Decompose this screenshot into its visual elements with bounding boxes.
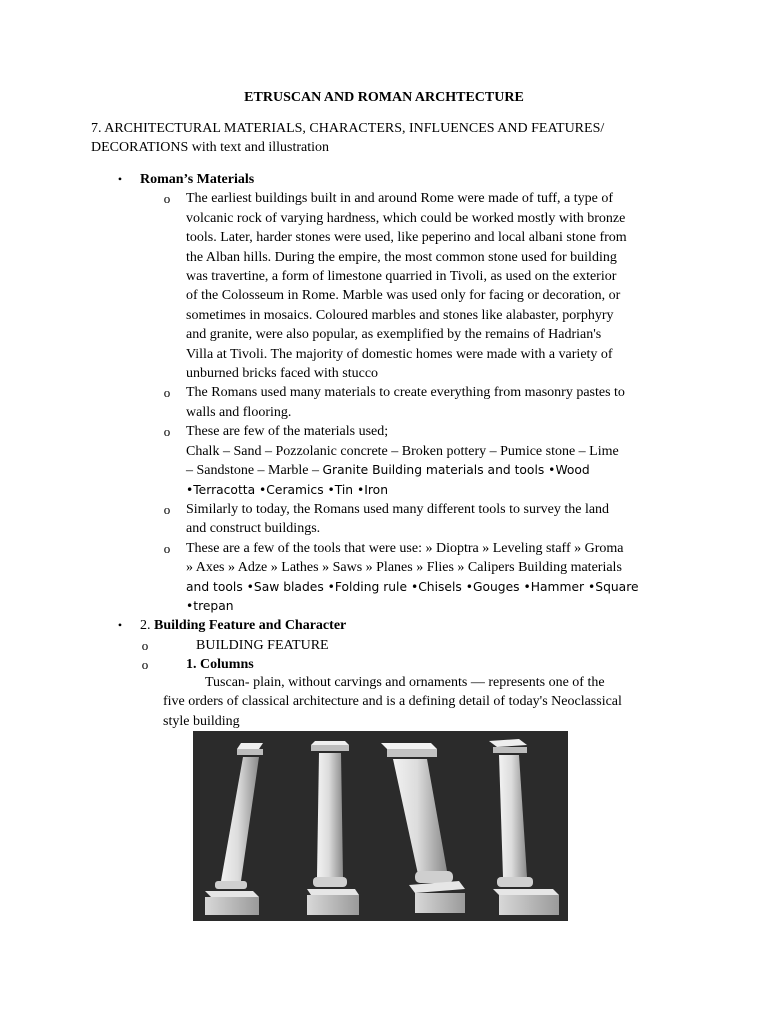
materials-list-text <box>186 422 676 500</box>
text-line: Similarly to today, the Romans used many different tools to survey the land <box>186 501 610 517</box>
sub-bullet-icon: o <box>141 657 149 673</box>
building-feature-label: Building Feature and Character <box>154 618 347 634</box>
section-heading <box>91 119 691 158</box>
sub-bullet-icon: o <box>163 424 171 440</box>
text-line: The Romans used many materials to create everything from masonry pastes to <box>186 385 625 401</box>
sub-bullet-icon: o <box>163 385 171 401</box>
text-line: style building <box>163 713 240 729</box>
text-line: and construct buildings. <box>186 521 321 537</box>
bullet-icon: • <box>117 618 123 633</box>
text-fragment: Granite Building materials and tools •Wood <box>322 463 590 478</box>
sub-item-tools-intro <box>0 500 768 539</box>
text-line: of the Colosseum in Rome. Marble was used only for facing or decoration, or <box>186 288 621 304</box>
tools-list-text <box>186 539 676 617</box>
document-title: ETRUSCAN AND ROMAN ARCHTECTURE <box>244 90 524 105</box>
text-line: sometimes in mosaics. Coloured marbles and stones like alabaster, porphyry <box>186 307 614 323</box>
sub-bullet-icon: o <box>163 191 171 207</box>
column-icon <box>381 743 465 913</box>
text-line: The earliest buildings built in and around Rome were made of tuff, a type of <box>186 191 614 207</box>
columns-label: 1. Columns <box>186 657 254 673</box>
bullet-item-building-feature <box>0 616 768 635</box>
text-fragment: – Sandstone – Marble – <box>186 463 323 479</box>
sub-item-stone-history <box>0 189 768 383</box>
materials-label: Roman’s Materials <box>140 172 255 187</box>
sub-item-tools-list <box>0 539 768 617</box>
tuscan-description <box>163 673 675 731</box>
materials-usage-text <box>186 383 676 422</box>
bullet-item-materials <box>0 170 768 189</box>
text-line <box>186 461 676 480</box>
text-line: and tools •Saw blades •Folding rule •Chisels •Gouges •Hammer •Square <box>186 579 639 594</box>
text-line: was travertine, a form of limestone quarried in Tivoli, as used on the exterior <box>186 269 617 285</box>
column-icon <box>307 741 359 915</box>
text-line: » Axes » Adze » Lathes » Saws » Planes » Flies » Calipers Building materials <box>186 560 622 576</box>
bullet-icon: • <box>117 172 123 186</box>
text-line: Tuscan- plain, without carvings and ornaments — represents one of the <box>205 675 605 690</box>
text-line: the Alban hills. During the empire, the most common stone used for building <box>186 249 617 265</box>
tuscan-columns-illustration <box>193 731 568 921</box>
text-line: and granite, were also popular, as exemplified by the remains of Hadrian's <box>186 327 602 343</box>
sub-bullet-icon: o <box>141 637 149 653</box>
sub-bullet-icon: o <box>163 501 171 517</box>
columns-image <box>193 731 568 921</box>
column-icon <box>489 739 559 915</box>
stone-history-text <box>186 189 676 383</box>
text-line: volcanic rock of varying hardness, which could be worked mostly with bronze <box>186 210 626 226</box>
section-heading-line-2: DECORATIONS with text and illustration <box>91 140 329 156</box>
column-icon <box>205 743 263 915</box>
section-number: 2. <box>140 618 151 634</box>
text-line: tools. Later, harder stones were used, like peperino and local albani stone from <box>186 230 627 246</box>
sub-bullet-icon: o <box>163 540 171 556</box>
text-line: These are few of the materials used; <box>186 424 389 440</box>
text-line: These are a few of the tools that were use: » Dioptra » Leveling staff » Groma <box>186 540 624 556</box>
text-line: walls and flooring. <box>186 404 292 420</box>
sub-item-columns <box>0 655 768 674</box>
sub-item-building-feature <box>0 636 768 655</box>
text-line: Villa at Tivoli. The majority of domestic homes were made with a variety of <box>186 346 613 362</box>
building-feature-heading <box>140 616 768 635</box>
sub-item-materials-usage <box>0 383 768 422</box>
text-line: Chalk – Sand – Pozzolanic concrete – Broken pottery – Pumice stone – Lime <box>186 443 619 459</box>
materials-section <box>0 170 768 675</box>
building-feature-subheading: BUILDING FEATURE <box>196 637 329 653</box>
text-line: unburned bricks faced with stucco <box>186 366 379 382</box>
sub-item-materials-list <box>0 422 768 500</box>
text-line: •trepan <box>186 598 234 613</box>
text-line: •Terracotta •Ceramics •Tin •Iron <box>186 482 388 497</box>
tools-intro-text <box>186 500 676 539</box>
section-heading-line-1: 7. ARCHITECTURAL MATERIALS, CHARACTERS, INFLUENCES AND FEATURES/ <box>91 121 605 136</box>
text-line: five orders of classical architecture and is a defining detail of today's Neoclassical <box>163 694 622 710</box>
